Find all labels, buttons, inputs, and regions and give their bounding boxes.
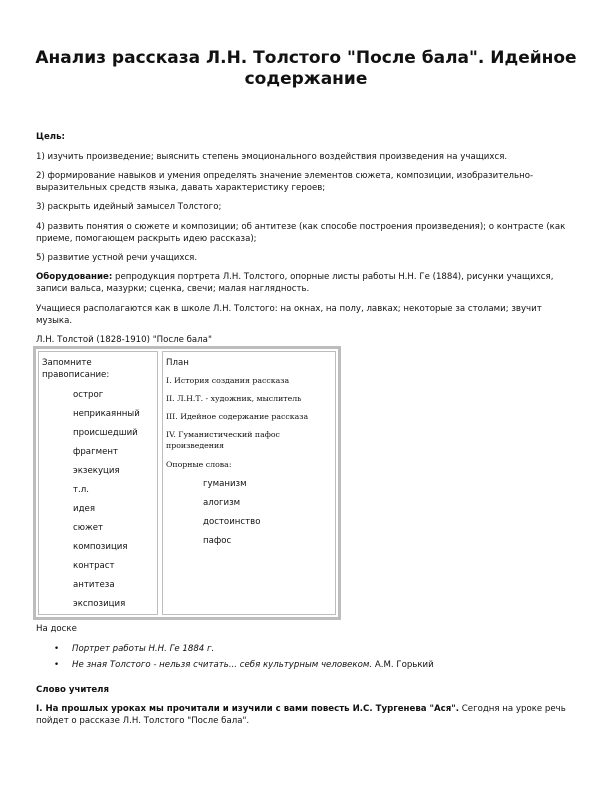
plan-item: II. Л.Н.Т. - художник, мыслитель — [166, 394, 302, 403]
spelling-word: т.л. — [73, 485, 89, 495]
spelling-word: антитеза — [73, 580, 115, 590]
spelling-word: происшедший — [73, 428, 138, 438]
teacher-bold-text: I. На прошлых уроках мы прочитали и изучили с вами повесть И.С. Тургенева "Ася". — [36, 704, 460, 714]
goal-item: 2) формирование навыков и умения определять значение элементов сюжета, композиции, изобразительно-выразительных средств языка, давать характеристику героев; — [36, 171, 534, 193]
keyword: гуманизм — [203, 479, 247, 489]
plan-cell — [162, 351, 336, 615]
plan-heading: План — [166, 358, 189, 368]
keywords-label: Опорные слова: — [166, 460, 232, 469]
equipment-text: репродукция портрета Л.Н. Толстого, опорные листы работы Н.Н. Ге (1884), рисунки учащихся, записи вальса, мазурки; сценка, свечи; малая наглядность. — [36, 272, 554, 294]
reference-list — [36, 641, 434, 673]
goal-item: 5) развитие устной речи учащихся. — [36, 253, 198, 263]
spelling-word: сюжет — [73, 523, 103, 533]
spelling-word: острог — [73, 390, 104, 400]
equipment-paragraph — [36, 271, 572, 295]
spelling-word: экспозиция — [73, 599, 126, 609]
plan-item: III. Идейное содержание рассказа — [166, 412, 309, 421]
page-title: Анализ рассказа Л.Н. Толстого "После бала". Идейное содержание — [35, 48, 577, 89]
blackboard-table — [33, 346, 341, 620]
goal-label: Цель: — [36, 132, 65, 142]
spelling-cell — [38, 351, 158, 615]
goal-item: 4) развить понятия о сюжете и композиции; об антитезе (как способе построения произведения); о контрасте (как приеме, помогающем раскрыть идею рассказа); — [36, 222, 566, 244]
teacher-paragraph — [36, 703, 572, 727]
plan-item: I. История создания рассказа — [166, 376, 290, 385]
spelling-word: неприкаянный — [73, 409, 140, 419]
teacher-heading: Слово учителя — [36, 685, 109, 695]
bullet-icon: • — [54, 660, 60, 670]
keyword: достоинство — [203, 517, 261, 527]
goal-item: 1) изучить произведение; выяснить степень эмоционального воздействия произведения на учащихся. — [36, 152, 508, 162]
spelling-word: экзекуция — [73, 466, 120, 476]
board-caption: На доске — [36, 624, 77, 634]
list-item: • Портрет работы Н.Н. Ге 1884 г. — [36, 641, 434, 657]
goal-item: 3) раскрыть идейный замысел Толстого; — [36, 202, 222, 212]
keyword: алогизм — [203, 498, 241, 508]
seating-paragraph: Учащиеся располагаются как в школе Л.Н. Толстого: на окнах, на полу, лавках; некоторые за столами; звучит музыка. — [36, 304, 542, 326]
spelling-word: идея — [73, 504, 95, 514]
equipment-label: Оборудование: — [36, 272, 113, 282]
keyword: пафос — [203, 536, 232, 546]
teacher-text: Сегодня на уроке речь пойдет о рассказе Л.Н. Толстого "После бала". — [36, 704, 566, 726]
spelling-heading: Запомните правописание: — [42, 358, 110, 380]
spelling-word: контраст — [73, 561, 115, 571]
board-title-caption: Л.Н. Толстой (1828-1910) "После бала" — [36, 335, 212, 345]
bullet-icon: • — [54, 644, 60, 654]
plan-item: IV. Гуманистический пафос произведения — [166, 430, 280, 450]
list-item: • Не зная Толстого - нельзя считать... себя культурным человеком. А.М. Горький — [36, 657, 434, 673]
spelling-word: композиция — [73, 542, 128, 552]
spelling-word: фрагмент — [73, 447, 118, 457]
